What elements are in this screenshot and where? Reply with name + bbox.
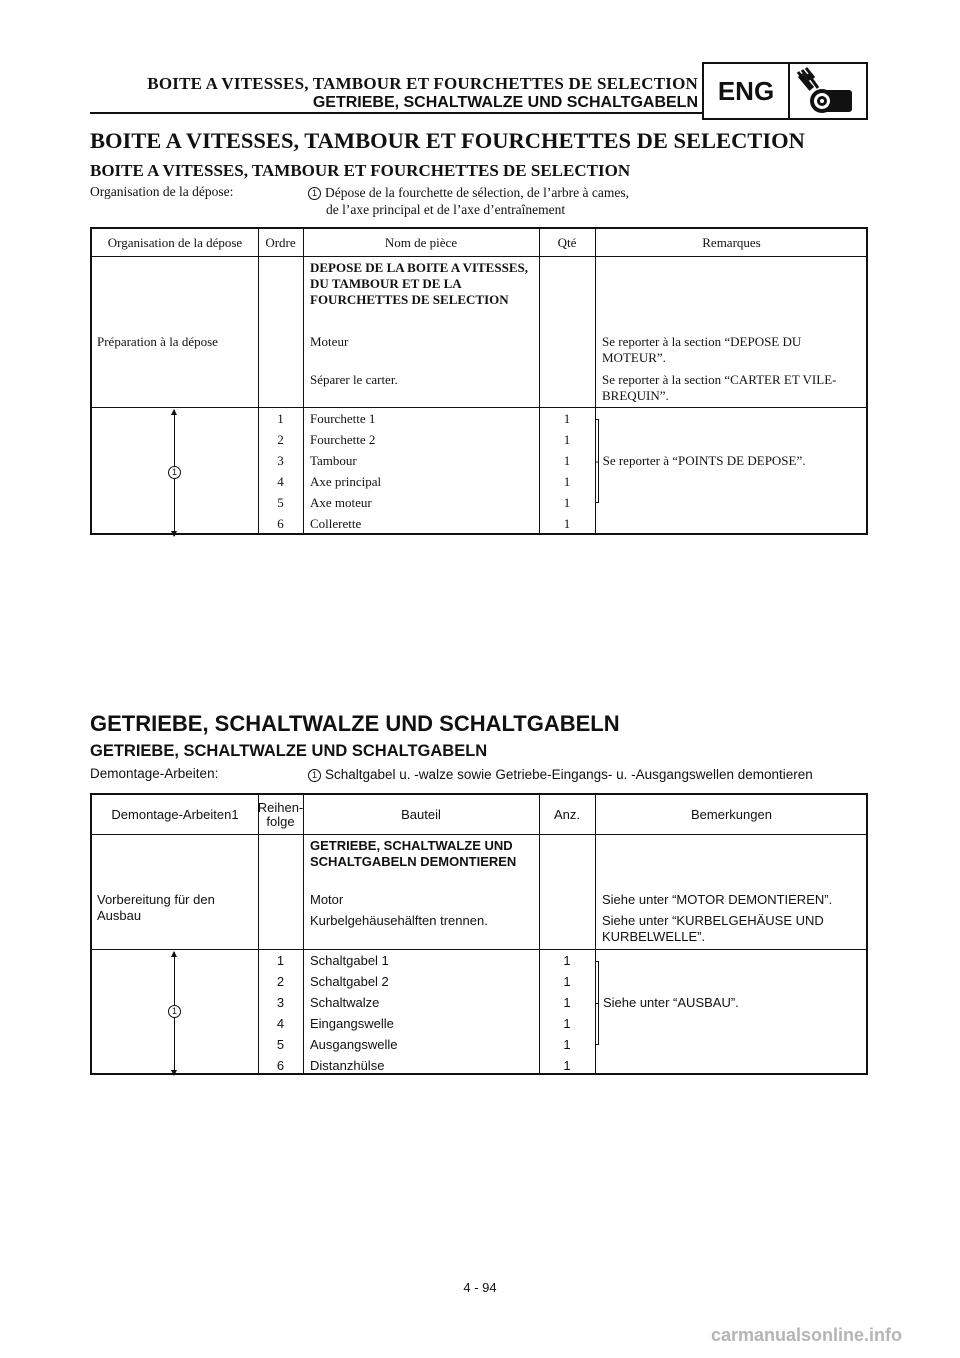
fr-row-order: 5 — [277, 495, 284, 510]
fr-col-part: Nom de pièce — [384, 235, 458, 250]
fr-row-order: 2 — [277, 432, 284, 447]
fr-row-part: Axe principal — [310, 474, 382, 489]
fr-row-divider — [92, 407, 866, 408]
de-divider — [303, 795, 304, 1073]
fr-row-part: Axe moteur — [310, 495, 372, 510]
de-section-title: GETRIEBE, SCHALTWALZE UND SCHALTGABELN — [90, 742, 488, 760]
de-row-order: 3 — [276, 995, 285, 1010]
fr-col-remarks: Remarques — [702, 235, 761, 250]
header-title-de: GETRIEBE, SCHALTWALZE UND SCHALTGABELN — [312, 94, 698, 111]
de-group-remark: - Siehe unter “AUSBAU”. — [595, 995, 739, 1010]
fr-row-order: 1 — [277, 411, 284, 426]
de-row-part: Eingangswelle — [310, 1016, 394, 1031]
fr-intro-marker: 1 — [308, 187, 321, 200]
section-icon-box — [788, 62, 868, 120]
de-intro-marker: 1 — [308, 769, 321, 782]
de-prep-part: Kurbelgehäusehälften trennen. — [310, 913, 488, 928]
de-row-qty: 1 — [563, 953, 571, 968]
fr-row-order: 4 — [277, 474, 284, 489]
de-row-qty: 1 — [563, 1037, 571, 1052]
fr-intro-line-1: Dépose de la fourchette de sélection, de l’arbre à cames, — [325, 185, 629, 200]
de-table-header — [92, 795, 866, 835]
fr-col-organisation: Organisation de la dépose — [107, 235, 243, 250]
de-row-part: Distanzhülse — [310, 1058, 385, 1073]
fr-removal-table — [90, 227, 868, 535]
header-titles — [147, 74, 698, 112]
de-row-order: 2 — [276, 974, 285, 989]
de-col-part: Bauteil — [401, 807, 441, 822]
fr-intro-label: Organisation de la dépose: — [90, 184, 234, 199]
fr-divider — [303, 229, 304, 533]
watermark: carmanualsonline.info — [710, 1325, 902, 1345]
fr-sequence-marker: 1 — [168, 466, 181, 479]
de-col-organisation: Demontage-Arbeiten1 — [111, 807, 239, 822]
fr-intro-line-2: de l’axe principal et de l’axe d’entraînement — [326, 202, 566, 217]
de-col-qty: Anz. — [553, 807, 580, 822]
de-section-row-title: GETRIEBE, SCHALTWALZE UND SCHALTGABELN DEMONTIEREN — [310, 838, 517, 869]
de-col-order: Reihen-folge — [257, 800, 304, 829]
fr-row-order: 6 — [277, 516, 284, 531]
de-row-part: Schaltgabel 1 — [310, 953, 389, 968]
fr-row-qty: 1 — [563, 453, 571, 468]
de-prep-part: Motor — [310, 892, 344, 907]
fr-row-part: Collerette — [310, 516, 362, 531]
fr-table-header — [92, 229, 866, 257]
fr-row-qty: 1 — [563, 516, 571, 531]
de-sequence-marker: 1 — [168, 1005, 181, 1018]
de-intro-line: Schaltgabel u. -walze sowie Getriebe-Eingangs- u. -Ausgangswellen demontieren — [325, 767, 813, 782]
de-intro-label: Demontage-Arbeiten: — [90, 766, 219, 781]
fr-row-qty: 1 — [563, 495, 571, 510]
fr-col-qty: Qté — [557, 235, 577, 250]
fr-prep-part: Moteur — [310, 334, 349, 349]
fr-section-row-title: DEPOSE DE LA BOITE A VITESSES, DU TAMBOUR ET DE LA FOURCHETTES DE SELECTION — [310, 260, 528, 307]
de-intro-text — [308, 766, 868, 783]
page-header — [90, 62, 868, 120]
de-prep-label: Vorbereitung für den Ausbau — [97, 892, 215, 923]
fr-row-part: Fourchette 1 — [310, 411, 376, 426]
fr-row-order: 3 — [277, 453, 284, 468]
eng-badge: ENG — [702, 62, 790, 120]
de-row-order: 4 — [276, 1016, 285, 1031]
de-prep-remark: Siehe unter “KURBELGEHÄUSE UND KURBELWELLE”. — [602, 913, 824, 944]
fr-group-remark: - Se reporter à “POINTS DE DEPOSE”. — [595, 453, 806, 468]
de-group-remark-text: Siehe unter “AUSBAU”. — [602, 995, 739, 1010]
de-removal-table — [90, 793, 868, 1075]
fr-row-qty: 1 — [563, 411, 571, 426]
fr-col-order: Ordre — [265, 235, 296, 250]
fr-section-title: BOITE A VITESSES, TAMBOUR ET FOURCHETTES DE SELECTION — [90, 161, 631, 180]
fr-prep-remark: Se reporter à la section “DEPOSE DU MOTEUR”. — [602, 334, 802, 365]
header-rule — [90, 112, 702, 114]
gear-shaft-icon — [788, 64, 866, 118]
fr-prep-remark: Se reporter à la section “CARTER ET VILE-BREQUIN”. — [602, 372, 837, 403]
de-row-part: Ausgangswelle — [310, 1037, 398, 1052]
fr-prep-label: Préparation à la dépose — [97, 334, 218, 349]
de-row-qty: 1 — [563, 974, 571, 989]
de-row-qty: 1 — [563, 995, 571, 1010]
de-row-part: Schaltgabel 2 — [310, 974, 389, 989]
fr-prep-part: Séparer le carter. — [310, 372, 398, 387]
fr-intro-text — [308, 184, 868, 218]
de-row-qty: 1 — [563, 1058, 571, 1073]
page-number: 4 - 94 — [463, 1280, 497, 1295]
fr-row-qty: 1 — [563, 474, 571, 489]
fr-row-part: Fourchette 2 — [310, 432, 376, 447]
de-row-part: Schaltwalze — [310, 995, 380, 1010]
de-col-remarks: Bemerkungen — [691, 807, 772, 822]
fr-group-remark-text: Se reporter à “POINTS DE DEPOSE”. — [602, 453, 806, 468]
de-row-order: 1 — [276, 953, 285, 968]
de-page-title: GETRIEBE, SCHALTWALZE UND SCHALTGABELN — [90, 711, 620, 736]
fr-page-title: BOITE A VITESSES, TAMBOUR ET FOURCHETTES DE SELECTION — [90, 128, 805, 153]
fr-row-part: Tambour — [310, 453, 357, 468]
fr-row-qty: 1 — [563, 432, 571, 447]
de-row-order: 5 — [276, 1037, 285, 1052]
header-title-fr: BOITE A VITESSES, TAMBOUR ET FOURCHETTES DE SELECTION — [147, 74, 698, 93]
de-prep-remark: Siehe unter “MOTOR DEMONTIEREN”. — [602, 892, 833, 907]
de-row-qty: 1 — [563, 1016, 571, 1031]
de-row-order: 6 — [276, 1058, 285, 1073]
de-row-divider — [92, 949, 866, 950]
